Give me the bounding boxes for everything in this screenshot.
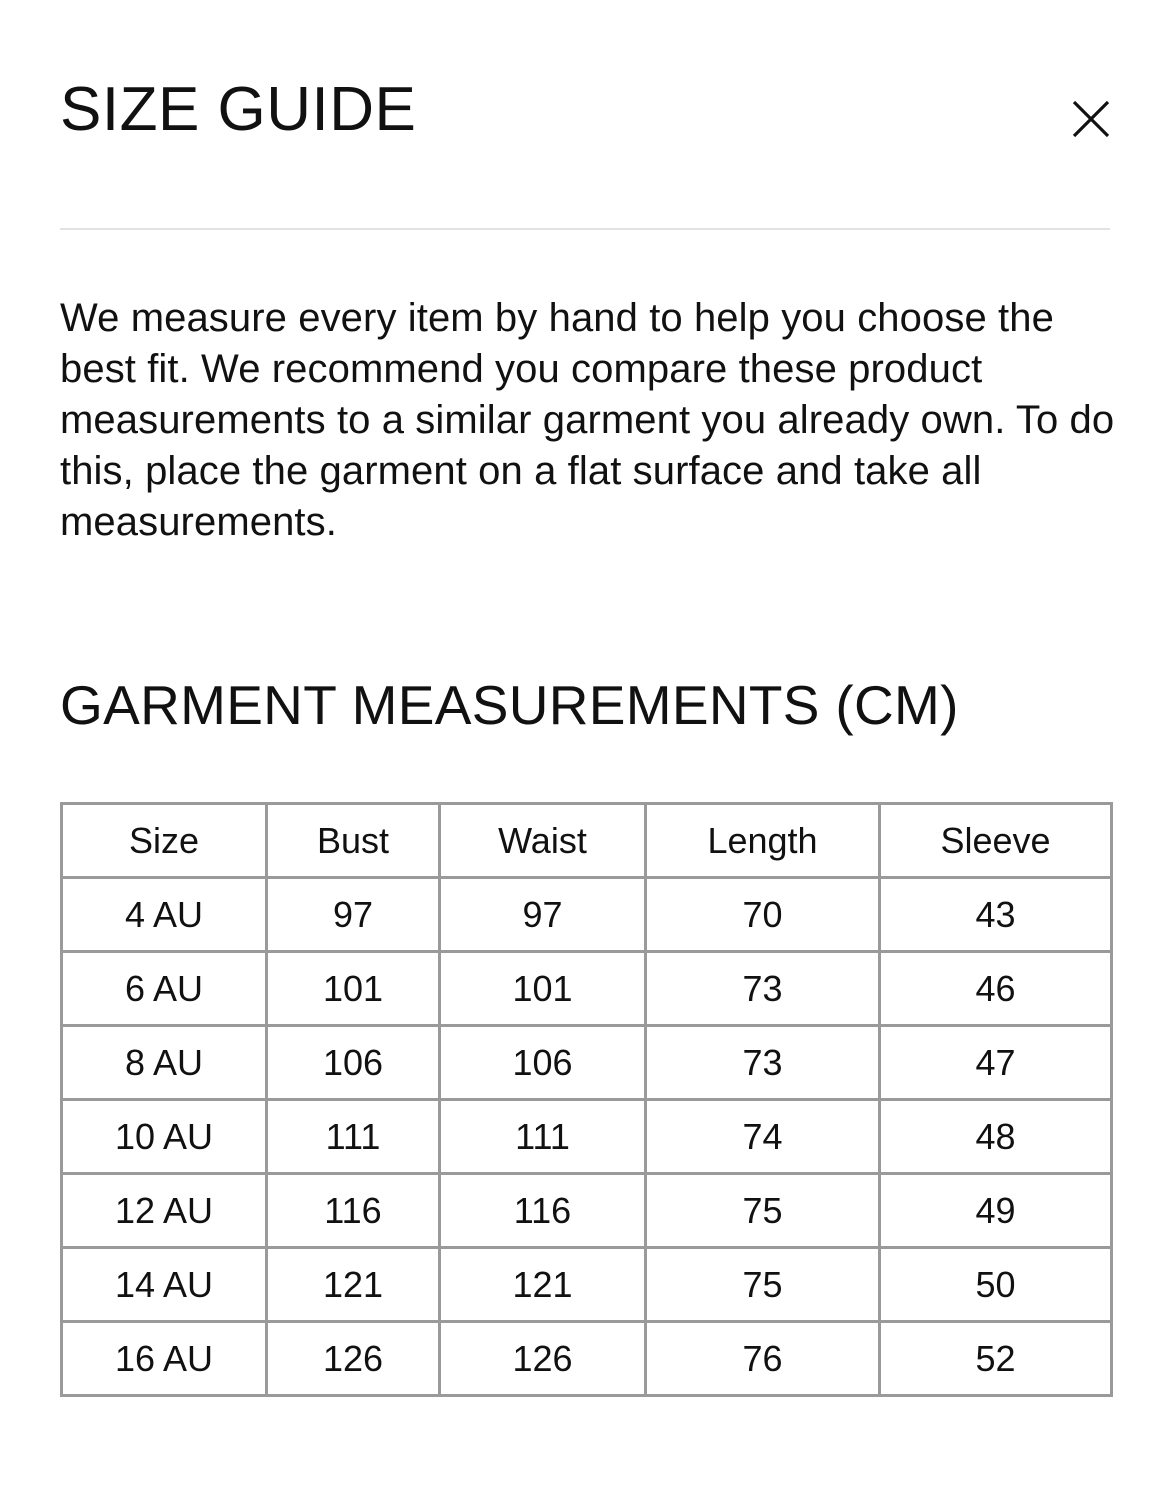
cell-length: 74 — [646, 1100, 880, 1174]
cell-waist: 106 — [440, 1026, 646, 1100]
table-row — [62, 878, 1112, 952]
column-header-sleeve: Sleeve — [880, 804, 1112, 878]
column-header-size: Size — [62, 804, 267, 878]
cell-sleeve: 50 — [880, 1248, 1112, 1322]
cell-waist: 121 — [440, 1248, 646, 1322]
cell-size: 16 AU — [62, 1322, 267, 1396]
cell-size: 10 AU — [62, 1100, 267, 1174]
modal-title: SIZE GUIDE — [60, 75, 417, 144]
cell-bust: 116 — [267, 1174, 440, 1248]
column-header-waist: Waist — [440, 804, 646, 878]
cell-length: 70 — [646, 878, 880, 952]
header-divider — [60, 228, 1110, 230]
close-button[interactable] — [1062, 90, 1120, 148]
cell-sleeve: 52 — [880, 1322, 1112, 1396]
cell-waist: 126 — [440, 1322, 646, 1396]
cell-waist: 116 — [440, 1174, 646, 1248]
cell-bust: 101 — [267, 952, 440, 1026]
cell-waist: 101 — [440, 952, 646, 1026]
table-row — [62, 1100, 1112, 1174]
cell-size: 8 AU — [62, 1026, 267, 1100]
table-row — [62, 952, 1112, 1026]
cell-length: 75 — [646, 1248, 880, 1322]
cell-sleeve: 49 — [880, 1174, 1112, 1248]
size-table — [60, 802, 1113, 1397]
cell-size: 6 AU — [62, 952, 267, 1026]
table-row — [62, 1248, 1112, 1322]
close-icon — [1062, 90, 1120, 148]
cell-bust: 97 — [267, 878, 440, 952]
cell-bust: 106 — [267, 1026, 440, 1100]
cell-bust: 121 — [267, 1248, 440, 1322]
cell-sleeve: 47 — [880, 1026, 1112, 1100]
cell-size: 12 AU — [62, 1174, 267, 1248]
cell-size: 14 AU — [62, 1248, 267, 1322]
column-header-length: Length — [646, 804, 880, 878]
column-header-bust: Bust — [267, 804, 440, 878]
cell-sleeve: 46 — [880, 952, 1112, 1026]
cell-length: 76 — [646, 1322, 880, 1396]
cell-length: 75 — [646, 1174, 880, 1248]
cell-waist: 111 — [440, 1100, 646, 1174]
table-row — [62, 1174, 1112, 1248]
cell-size: 4 AU — [62, 878, 267, 952]
cell-length: 73 — [646, 952, 880, 1026]
cell-bust: 126 — [267, 1322, 440, 1396]
table-header-row — [62, 804, 1112, 878]
table-row — [62, 1322, 1112, 1396]
cell-length: 73 — [646, 1026, 880, 1100]
cell-sleeve: 43 — [880, 878, 1112, 952]
cell-sleeve: 48 — [880, 1100, 1112, 1174]
intro-text: We measure every item by hand to help you choose the best fit. We recommend you compare these product measurements to a similar garment you already own. To do this, place the garment on a flat surface and take all measurements. — [60, 296, 1115, 544]
cell-bust: 111 — [267, 1100, 440, 1174]
cell-waist: 97 — [440, 878, 646, 952]
section-title-measurements: GARMENT MEASUREMENTS (CM) — [60, 674, 959, 736]
table-row — [62, 1026, 1112, 1100]
